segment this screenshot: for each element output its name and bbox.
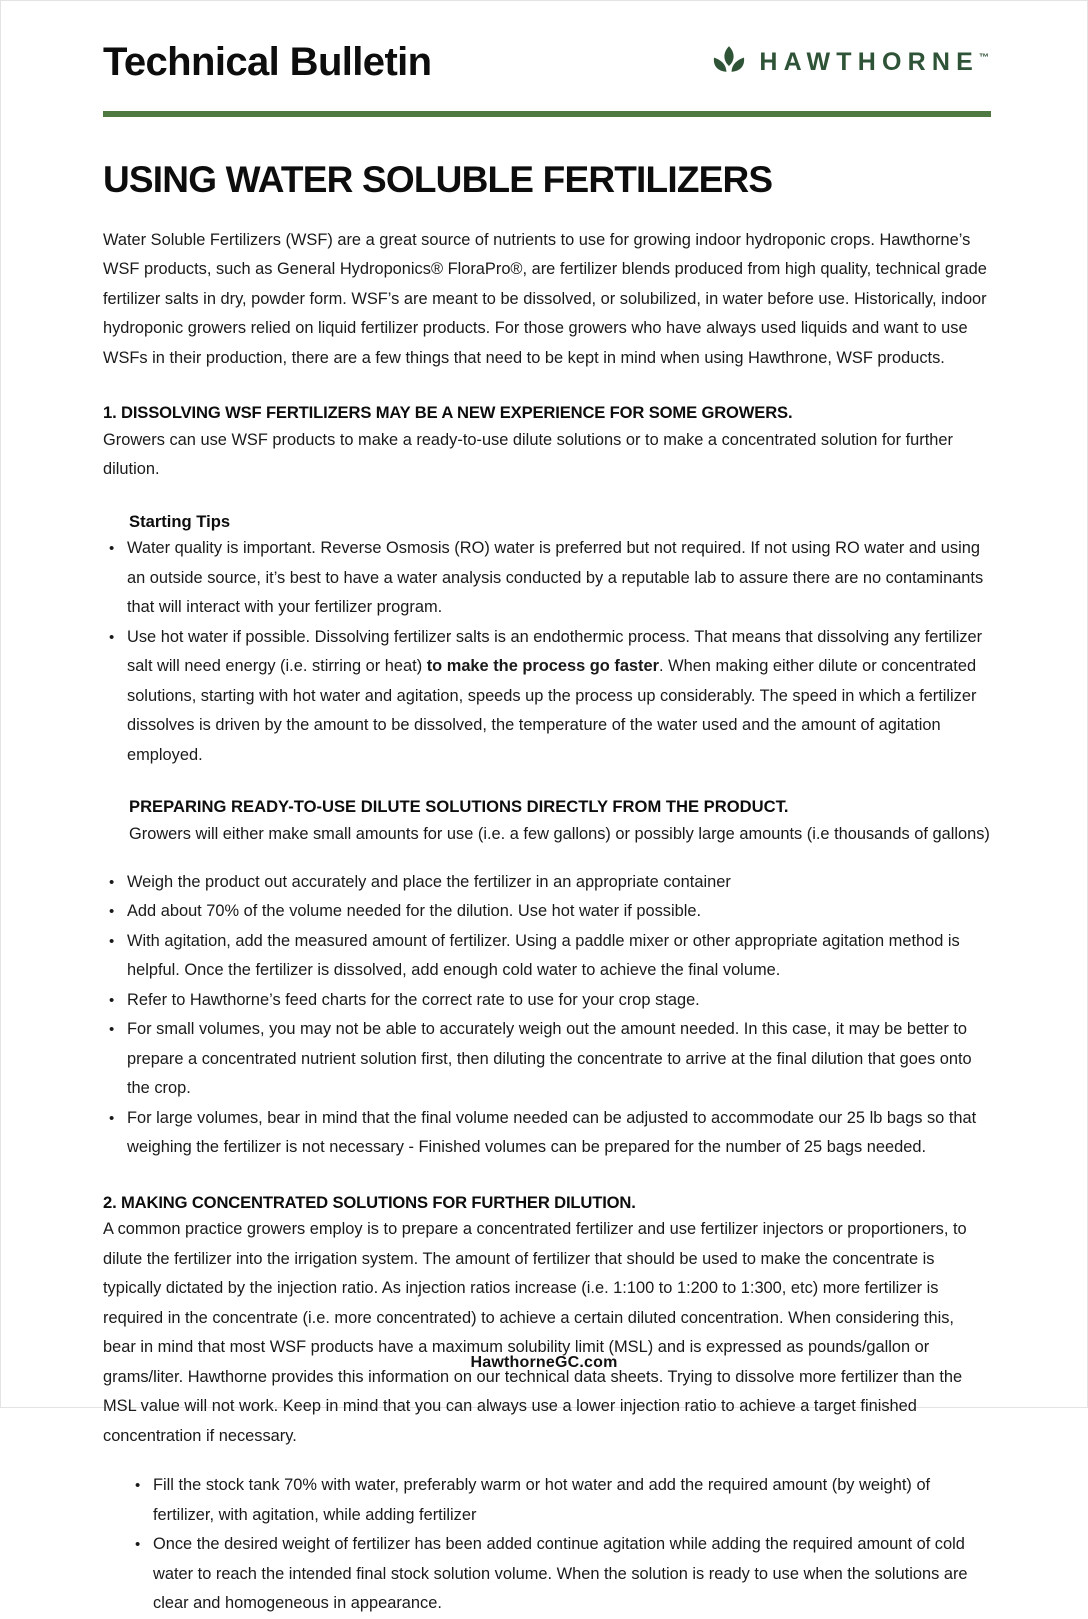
list-item: • Fill the stock tank 70% with water, preferably warm or hot water and add the required amount (by weight) of fertilizer, with agitation, while adding fertilizer — [129, 1471, 991, 1530]
list-item: • Weigh the product out accurately and place the fertilizer in an appropriate container — [103, 868, 991, 898]
preparing-steps-list — [103, 868, 991, 1163]
bulletin-title: Technical Bulletin — [103, 40, 432, 84]
trademark-icon: ™ — [979, 52, 989, 64]
header-divider — [103, 111, 991, 117]
logo-wordmark-text: HAWTHORNE — [759, 47, 979, 76]
section-1-intro: Growers can use WSF products to make a ready-to-use dilute solutions or to make a concentrated solution for further dilution. — [103, 430, 953, 479]
starting-tips-list — [103, 534, 991, 770]
list-item: • For small volumes, you may not be able to accurately weigh out the amount needed. In this case, it may be better to prepare a concentrated nutrient solution first, then diluting the concentrate to arrive at the final dilution that goes onto the crop. — [103, 1015, 991, 1104]
hawthorne-logo — [712, 45, 991, 80]
list-item: • With agitation, add the measured amount of fertilizer. Using a paddle mixer or other appropriate agitation method is helpful. Once the fertilizer is dissolved, add enough cold water to achieve the final volume. — [103, 927, 991, 986]
section-1-heading: 1. DISSOLVING WSF FERTILIZERS MAY BE A NEW EXPERIENCE FOR SOME GROWERS. — [103, 403, 793, 423]
starting-tips-heading: Starting Tips — [129, 511, 231, 531]
tip-text-before: Use hot water if possible. Dissolving fertilizer salts is an endothermic process. That means that dissolving any fertilizer salt will need energy (i.e. stirring or heat) — [127, 627, 983, 676]
preparing-solutions-intro: Growers will either make small amounts for use (i.e. a few gallons) or possibly large amounts (i.e thousands of gallons) — [129, 825, 990, 844]
page-content — [1, 1, 1087, 1619]
list-item: • Once the desired weight of fertilizer has been added continue agitation while adding the required amount of cold water to reach the intended final stock solution volume. When the solution is ready to use when the solutions are clear and homogeneous in appearance. — [129, 1530, 991, 1619]
page-title: USING WATER SOLUBLE FERTILIZERS — [103, 159, 773, 200]
intro-paragraph: Water Soluble Fertilizers (WSF) are a great source of nutrients to use for growing indoor hydroponic crops. Hawthorne’s WSF products, such as General Hydroponics® FloraPro®, are fertilizer blends produced from high quality, technical grade fertilizer salts in dry, powder form. WSF’s are meant to be dissolved, or solubilized, in water before use. Historically, indoor hydroponic growers relied on liquid fertilizer products. For those growers who have always used liquids and want to use WSFs in their production, there are a few things that need to be kept in mind when using Hawthrone, WSF products. — [103, 230, 987, 367]
preparing-solutions-heading: PREPARING READY-TO-USE DILUTE SOLUTIONS DIRECTLY FROM THE PRODUCT. — [129, 797, 789, 817]
list-item: • Add about 70% of the volume needed for the dilution. Use hot water if possible. — [103, 897, 991, 927]
leaf-icon — [712, 45, 746, 80]
section-2-steps-list — [129, 1471, 991, 1619]
section-2-body: A common practice growers employ is to prepare a concentrated fertilizer and use fertilizer injectors or proportioners, to dilute the fertilizer into the irrigation system. The amount of fertilizer that should be used to make the concentrate is typically dictated by the injection ratio. As injection ratios increase (i.e. 1:100 to 1:200 to 1:300, etc) more fertilizer is required in the concentrate (i.e. more concentrated) to achieve a certain diluted concentration. When considering this, bear in mind that most WSF products have a maximum solubility limit (MSL) and is expressed as pounds/gallon or grams/liter. Hawthorne provides this information on our technical data sheets. Trying to dissolve more fertilizer than the MSL value will not work. Keep in mind that you can always use a lower injection ratio to achieve a target finished concentration if necessary. — [103, 1220, 967, 1445]
page-header — [103, 31, 991, 93]
logo-wordmark — [759, 47, 989, 76]
section-2-heading: 2. MAKING CONCENTRATED SOLUTIONS FOR FURTHER DILUTION. — [103, 1192, 636, 1212]
list-item — [103, 623, 991, 771]
tip-text-emphasis: to make the process go faster — [426, 657, 659, 676]
footer-website[interactable]: HawthorneGC.com — [470, 1354, 618, 1371]
tip-text-after: . When making either dilute or concentrated solutions, starting with hot water and agitation, speeds up the process up considerably. The speed in which a fertilizer dissolves is driven by the amount to be dissolved, the temperature of the water used and the amount of agitation employed. — [127, 657, 977, 764]
list-item: • For large volumes, bear in mind that the final volume needed can be adjusted to accommodate our 25 lb bags so that weighing the fertilizer is not necessary - Finished volumes can be prepared for the number of 25 bags needed. — [103, 1104, 991, 1163]
list-item: • Refer to Hawthorne’s feed charts for the correct rate to use for your crop stage. — [103, 986, 991, 1016]
list-item: • Water quality is important. Reverse Osmosis (RO) water is preferred but not required. If not using RO water and using an outside source, it’s best to have a water analysis conducted by a reputable lab to assure there are no contaminants that will interact with your fertilizer program. — [103, 534, 991, 623]
